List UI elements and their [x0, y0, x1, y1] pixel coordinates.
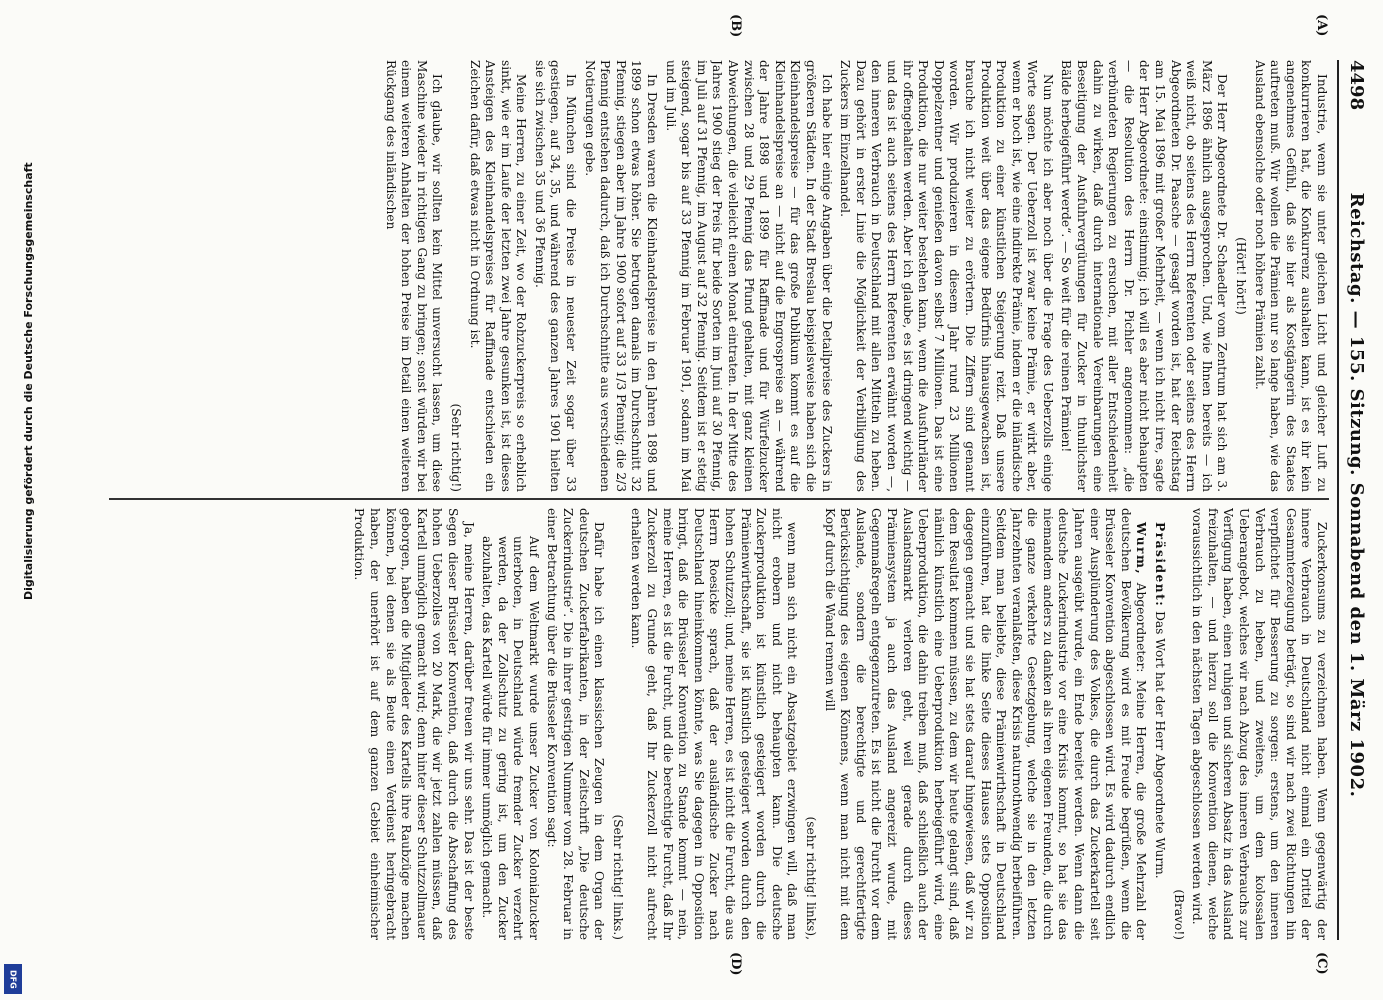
interjection: (Hört! hört!) — [1234, 237, 1249, 315]
paragraph: In München sind die Preise in neuester Zeit sogar über 33 gestiegen, auf 34, 35, und während des ganzen Jahres 1901 hielten sie sich zwischen 35 und 36 Pfennig. — [532, 60, 579, 492]
paragraph: Nun möchte ich aber noch über die Frage des Ueberzolls einige Worte sagen. Der Ueberzoll ist zwar keine Prämie, er wirkt aber, wenn er hoch ist, wie eine indirekte Prämie, indem er die inländische Produktion zu einer künstlichen Steigerung reizt. Daß unsere Produktion weit über das eigene Bedürfnis hinausgewachsen ist, brauche ich nicht weiter zu erörtern. Die Ziffern sind genannt worden. Wir produzieren in diesem Jahr rund 23 Millionen Doppelzentner und genießen davon selbst 7 Millionen. Das ist eine Produktion, die nur weiter bestehen kann, wenn die Ausfuhrländer ihr offengehalten werden. Aber ich glaube, es ist dringend wichtig — und das ist auch seitens des Herrn Referenten erwähnt worden —, den inneren Verbrauch in Deutschland mit allen Mitteln zu heben. Dazu gehört in erster Linie die Möglichkeit der Verbilligung des Zuckers im Einzelhandel. — [838, 60, 1055, 492]
funding-credit: Digitalisierung gefördert durch die Deutsche Forschungsgemeinschaft — [22, 162, 35, 600]
right-column — [89, 508, 1329, 940]
page-header — [1335, 60, 1375, 930]
paragraph: Industrie, wenn sie unter gleichen Licht und gleicher Luft zu konkurrieren hat, die Konkurrenz aushalten kann, ist es ihr kein angenehmes Gefühl, daß sie hier als Kostgängerin des Staates auftreten muß. Wir wollen die Prämien nur so lange haben, wie das Ausland ebensolche oder noch höhere Prämien zahlt. — [1252, 60, 1329, 492]
left-column — [89, 60, 1329, 492]
speaker-paragraph — [821, 508, 1148, 940]
margin-marker-b: (B) — [728, 14, 743, 38]
speaker-name: Wurm, — [1134, 522, 1149, 576]
interjection: (Bravo!) — [1171, 889, 1186, 940]
header-rule — [1337, 60, 1339, 940]
column-divider — [109, 498, 1329, 500]
margin-marker-c: (C) — [1314, 952, 1329, 975]
speaker-name: Präsident: — [1153, 522, 1168, 608]
paragraph: Ich glaube, wir sollten kein Mittel unversucht lassen, um diese Maschine wieder in richtigen Gang zu bringen; sonst würden wir bei einem weiteren Anhalten der hohen Preise im Detail einen weiteren Rückgang des inländischen — [383, 60, 445, 492]
speaker-text: Das Wort hat der Herr Abgeordnete Wurm. — [1153, 607, 1168, 879]
paragraph: In Dresden waren die Kleinhandelspreise in den Jahren 1898 und 1899 schon etwas höher. Sie betrugen damals im Durchschnitt 32 Pfennig, stiegen aber im Jahre 1900 sofort auf 33 1/3 Pfennig; die 2/3 Pfennig entstehen dadurch, daß ich Durchschnitte aus verschiedenen Notierungen gebe. — [582, 60, 660, 492]
rotated-page-content — [83, 0, 1383, 1000]
interjection: (sehr richtig! links), — [804, 816, 818, 940]
paragraph: Dafür habe ich einen klassischen Zeugen in dem Organ der deutschen Zuckerfabrikanten, in der Zeitschrift „Die deutsche Zuckerindustrie“. Die in ihrer gestrigen Nummer vom 28. Februar in einer Betrachtung über die Brüsseler Konvention sagt: — [545, 508, 607, 940]
margin-marker-d: (D) — [728, 952, 743, 976]
quotation: Auf dem Weltmarkt wurde unser Zucker von Kolonialzucker unterboten, in Deutschland würde fremder Zucker verzehrt werden, da der Zollschutz zu gering ist, um den Zucker abzuhalten, das Kartell würde für immer unmöglich gemacht. — [480, 536, 541, 940]
speaker-text: Abgeordneter: Meine Herren, die große Mehrzahl der deutschen Bevölkerung wird es mit Freude begrüßen, wenn die Brüsseler Konvention abgeschlossen wird. Es wird dadurch endlich einer Ausplünderung des Volkes, die durch das Zuckerkartell seit Jahren ausgeübt wurde, ein Ende bereitet werden. Wenn dann die deutsche Zuckerindustrie vor eine Krisis kommt, so hat sie das niemandem anders zu danken als ihren eigenen Freunden, die durch die ganze verkehrte Gesetzgebung, welche sie in den letzten Jahrzehnten veranlaßten, diese Krisis naturnothwendig herbeiführen. Seitdem man beliebte, diese Prämienwirthschaft in Deutschland einzuführen, hat die linke Seite dieses Hauses stets Opposition dagegen gemacht und sie hat stets darauf hingewiesen, daß wir zu dem Resultat kommen müssen, zu dem wir heute gelangt sind, daß nämlich künstlich eine Ueberproduktion herbeigeführt wird, eine Ueberproduktion, die dahin treiben muß, daß schließlich auch der Auslandsmarkt verloren geht, weil gerade durch dieses Prämiensystem ja auch das Ausland angereizt wurde, mit Gegenmaßregeln entgegenzutreten. Es ist nicht die Furcht vor dem Auslande, sondern die berechtigte und gerechtfertigte Berücksichtigung des eigenen Könnens, wenn man nicht mit dem Kopf durch die Wand rennen will — [822, 508, 1149, 940]
interjection: (Sehr richtig! links.) — [610, 814, 625, 940]
paragraph: Der Herr Abgeordnete Dr. Schaedler vom Zentrum hat sich am 3. März 1896 ähnlich ausgesprochen. Und, wie Ihnen bereits — ich weiß nicht, ob seitens des Herrn Referenten oder seitens des Herrn Abgeordneten Dr. Paasche — gesagt worden ist, hat der Reichstag am 15. Mai 1896 mit großer Mehrheit, — wenn ich nicht irre, sagte der Herr Abgeordnete: einstimmig; ich will es aber nicht behaupten — die Resolution des Herrn Dr. Pichler angenommen: „die verbündeten Regierungen zu ersuchen, mit aller Entschiedenheit dahin zu wirken, daß durch internationale Vereinbarungen eine Beseitigung der Ausfuhrvergütungen für Zucker in thunlichster Bälde herbeigeführt werde“. — So weit für die reinen Prämien! — [1059, 60, 1230, 492]
paragraph: wenn man sich nicht ein Absatzgebiet erzwingen will, daß man nicht erobern und nicht behaupten kann. Die deutsche Zuckerproduktion ist künstlich gesteigert worden durch die Prämienwirthschaft, sie ist künstlich gesteigert worden durch den hohen Schutzzoll; und, meine Herren, es ist nicht die Furcht, die aus Herrn Roesicke sprach, daß der ausländische Zucker nach Deutschland hineinkommen könnte, was Sie dagegen in Opposition bringt, daß die Brüsseler Konvention zu Stande kommt — nein, meine Herren, es ist die Furcht, und die berechtigte Furcht, daß Ihr Zuckerzoll zu Grunde geht, daß Ihr Zuckerzoll nicht aufrecht erhalten werden kann. — [629, 508, 800, 940]
paragraph: Zuckerkonsums zu verzeichnen haben. Wenn gegenwärtig der innere Verbrauch in Deutschland nicht einmal ein Drittel der Gesammterzeugung beträgt, so sind wir nach zwei Richtungen hin verpflichtet für Besserung zu sorgen: erstens, um den inneren Verbrauch zu heben, und zweitens, um dem kolossalen Ueberangebot, welches wir nach Abzug des inneren Verbrauchs zur Verfügung haben, einen ruhigen und sicheren Absatz in das Ausland freizuhalten, — und hierzu soll die Konvention dienen, welche voraussichtlich in den nächsten Tagen abgeschlossen werden wird. — [1190, 508, 1329, 940]
paragraph: Ich habe hier einige Angaben über die Detailpreise des Zuckers in größeren Städten. In der Stadt Breslau beispielsweise haben sich die Kleinhandelspreise — für das große Publikum kommt es auf die Kleinhandelspreise an — nicht auf die Engrospreise an — während der Jahre 1898 und 1899 für Raffinade und für Würfelzucker zwischen 28 und 29 Pfennig das Pfund gehalten, mit ganz kleinen Abweichungen, die vielleicht einen Monat eintraten. In der Mitte des Jahres 1900 stieg der Preis für beide Sorten im Juni auf 30 Pfennig, im Juli auf 31 Pfennig, im August auf 32 Pfennig. Seitdem ist er stetig steigend, sogar bis auf 33 Pfennig im Februar 1901, sodann im Mai und im Juli. — [663, 60, 834, 492]
margin-marker-a: (A) — [1314, 14, 1329, 37]
page-number: 4498 — [1346, 60, 1367, 111]
paragraph: Ja, meine Herren, darüber freuen wir uns sehr. Das ist der beste Segen dieser Brüsseler Konvention, daß durch die Abschaffung des hohen Ueberzolles von 20 Mark, die wir jetzt zahlen müssen, daß Kartell unmöglich gemacht wird; denn hinter dieser Schutzzollmauer geborgen, haben die Mitglieder des Kartells ihre Raubzüge machen können, bei denen sie als Beute einen Verdienst heringebracht haben, der unerhört ist auf dem ganzen Gebiet einheimischer Produktion. — [352, 508, 476, 940]
page-title: Reichstag. — 155. Sitzung. Sonnabend den 1. März 1902. — [1346, 192, 1367, 798]
dfg-logo: DFG — [4, 964, 22, 994]
speaker-paragraph — [1151, 508, 1167, 940]
paragraph: Meine Herren, zu einer Zeit, wo der Rohzuckerpreis so erheblich sinkt, wie er im Laufe der letzten zwei Jahre gesunken ist, ist dieses Ansteigen des Kleinhandelspreises für Raffinade entschieden ein Zeichen dafür, daß etwas nicht in Ordnung ist. — [467, 60, 529, 492]
interjection: (Sehr richtig!) — [448, 403, 463, 492]
footer-strip — [0, 0, 35, 1000]
